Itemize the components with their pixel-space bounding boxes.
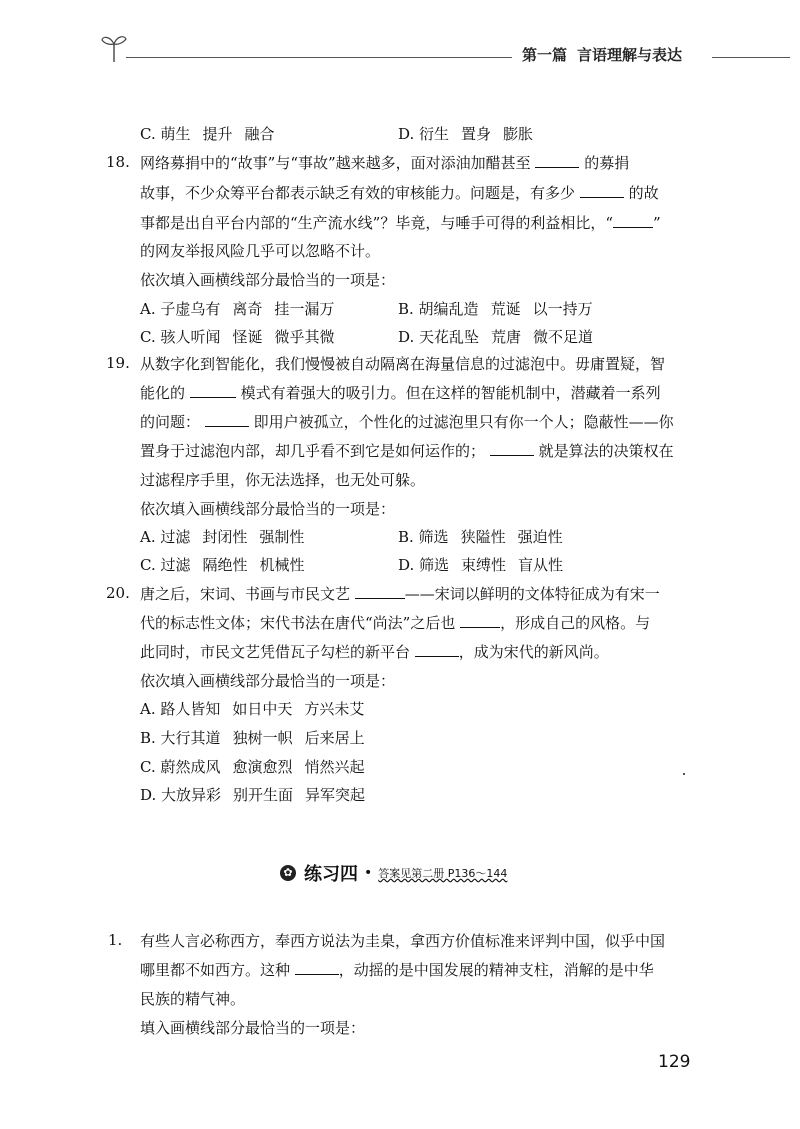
q20-line-2: 代的标志性文体；宋代书法在唐代“尚法”之后也 ，形成自己的风格。与 <box>140 614 651 632</box>
header-rule-right <box>712 57 790 58</box>
q19-option-a: A. 过滤 封闭性 强制性 <box>140 528 305 546</box>
sprout-icon <box>100 30 128 64</box>
q18-line-4: 的网友举报风险几乎可以忽略不计。 <box>140 242 381 260</box>
q18-number: 18. <box>106 153 130 171</box>
blank <box>460 613 500 628</box>
section-heading <box>280 860 507 886</box>
blank <box>190 383 236 398</box>
blank <box>295 960 339 975</box>
header-title <box>522 44 692 65</box>
q17-option-c: C. 萌生 提升 融合 <box>140 125 275 143</box>
header-chapter: 言语理解与表达 <box>577 46 683 64</box>
q20-line-1: 唐之后，宋词、书画与市民文艺 ——宋词以鲜明的文体特征成为有宋一 <box>140 585 660 603</box>
q20-option-a: A. 路人皆知 如日中天 方兴未艾 <box>140 700 365 718</box>
q18-option-c: C. 骇人听闻 怪诞 微乎其微 <box>140 328 335 346</box>
q19-option-d: D. 筛选 束缚性 盲从性 <box>398 556 564 574</box>
section-separator: • <box>364 865 373 881</box>
q1-line-3: 民族的精气神。 <box>140 990 246 1008</box>
q1-line-1: 有些人言必称西方，奉西方说法为圭臬，拿西方价值标准来评判中国，似乎中国 <box>140 932 666 950</box>
page-header <box>100 30 790 70</box>
q17-option-d: D. 衍生 置身 膨胀 <box>398 125 534 143</box>
q19-option-c: C. 过滤 隔绝性 机械性 <box>140 556 305 574</box>
q18-option-a: A. 子虚乌有 离奇 挂一漏万 <box>140 300 335 318</box>
q19-number: 19. <box>106 354 130 372</box>
q20-prompt: 依次填入画横线部分最恰当的一项是： <box>140 672 396 690</box>
q18-line-3: 事都是出自平台内部的“生产流水线”？毕竟，与唾手可得的利益相比，“ ” <box>140 214 661 232</box>
stray-mark <box>683 773 685 775</box>
blank <box>205 412 249 427</box>
exercise-badge-icon: ✿ <box>280 865 296 881</box>
section-name: 练习四 <box>304 864 358 885</box>
page-number: 129 <box>658 1052 691 1072</box>
q1-number: 1. <box>108 931 123 949</box>
header-rule-left <box>126 57 512 58</box>
q19-line-3: 的问题： 即用户被孤立，个性化的过滤泡里只有你一个人；隐蔽性——你 <box>140 413 674 431</box>
q20-option-b: B. 大行其道 独树一帜 后来居上 <box>140 729 365 747</box>
q19-line-5: 过滤程序手里，你无法选择，也无处可躲。 <box>140 471 426 489</box>
q19-prompt: 依次填入画横线部分最恰当的一项是： <box>140 500 396 518</box>
q20-option-c: C. 蔚然成风 愈演愈烈 悄然兴起 <box>140 758 365 776</box>
q18-line-1: 网络募捐中的“故事”与“事故”越来越多，面对添油加醋甚至 的募捐 <box>140 154 630 172</box>
blank <box>490 441 534 456</box>
q19-line-4: 置身于过滤泡内部，却几乎看不到它是如何运作的； 就是算法的决策权在 <box>140 442 674 460</box>
blank <box>535 153 579 168</box>
q1-prompt: 填入画横线部分最恰当的一项是： <box>140 1019 366 1037</box>
blank <box>415 642 459 657</box>
q20-line-3: 此同时，市民文艺凭借瓦子勾栏的新平台 ，成为宋代的新风尚。 <box>140 643 609 661</box>
q19-line-2: 能化的 模式有着强大的吸引力。但在这样的智能机制中，潜藏着一系列 <box>140 384 661 402</box>
q19-option-b: B. 筛选 狭隘性 强迫性 <box>398 528 563 546</box>
q20-option-d: D. 大放异彩 别开生面 异军突起 <box>140 786 366 804</box>
answer-reference: 答案见第二册 P136～144 <box>378 867 508 880</box>
q18-prompt: 依次填入画横线部分最恰当的一项是： <box>140 271 396 289</box>
blank <box>580 183 624 198</box>
header-part: 第一篇 <box>522 46 568 64</box>
blank <box>613 213 653 228</box>
q20-number: 20. <box>106 584 130 602</box>
q18-option-d: D. 天花乱坠 荒唐 微不足道 <box>398 328 594 346</box>
blank <box>355 584 405 599</box>
q18-line-2: 故事，不少众筹平台都表示缺乏有效的审核能力。问题是，有多少 的故 <box>140 184 659 202</box>
q19-line-1: 从数字化到智能化，我们慢慢被自动隔离在海量信息的过滤泡中。毋庸置疑，智 <box>140 355 666 373</box>
q18-option-b: B. 胡编乱造 荒诞 以一持万 <box>398 300 593 318</box>
q1-line-2: 哪里都不如西方。这种 ，动摇的是中国发展的精神支柱，消解的是中华 <box>140 961 654 979</box>
